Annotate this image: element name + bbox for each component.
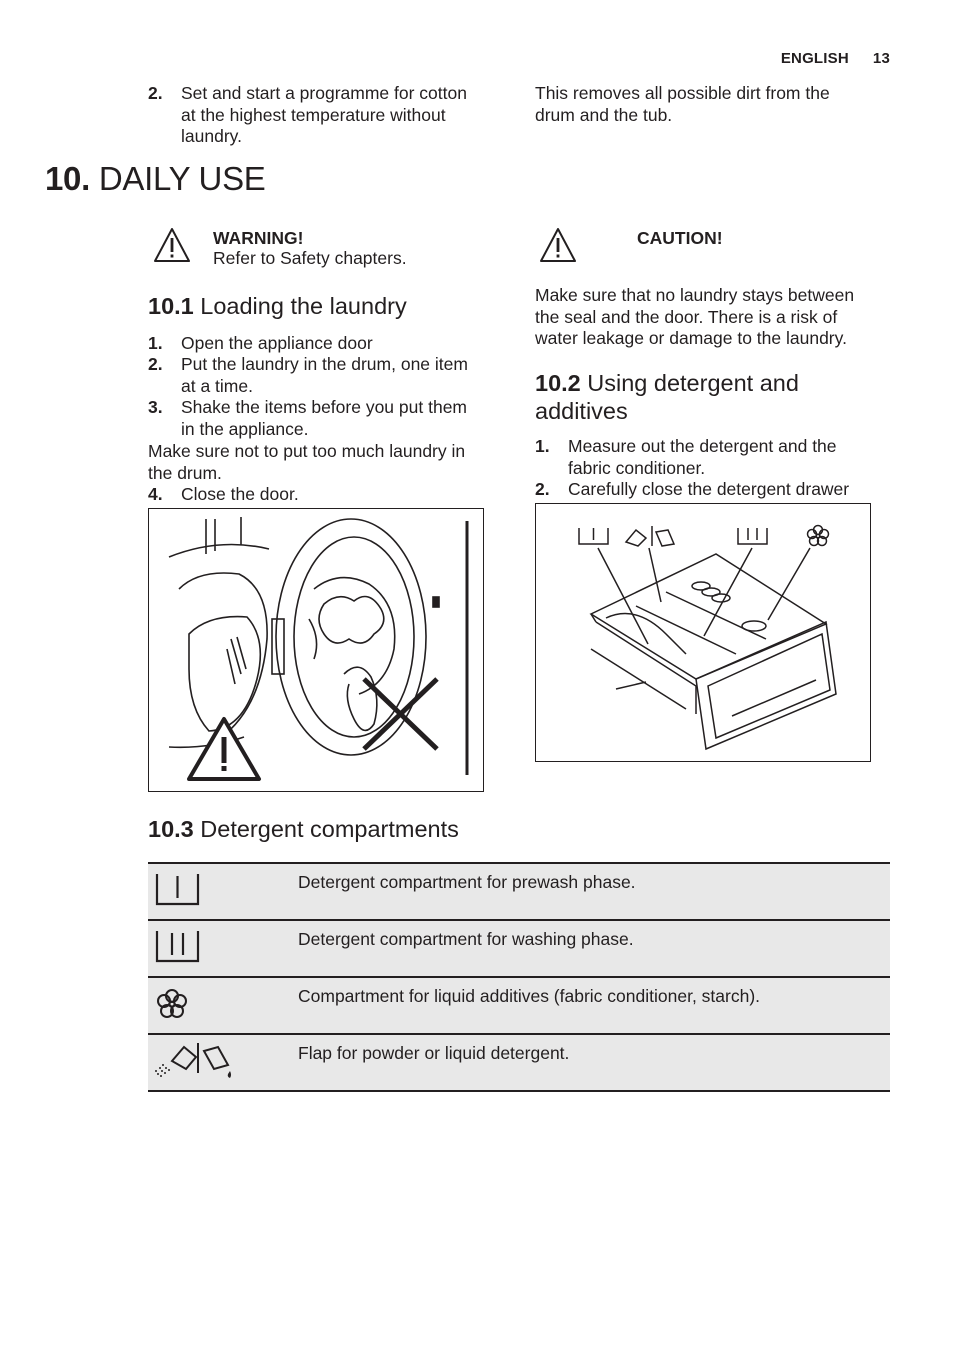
caution-line: Make sure that no laundry stays between	[535, 285, 855, 305]
section-heading-detergent	[535, 369, 895, 425]
chapter-number: 10.	[45, 160, 90, 197]
step-number: 2.	[148, 354, 163, 374]
description-cell: Detergent compartment for prewash phase.	[298, 863, 890, 920]
intro-right-text	[535, 83, 895, 126]
caution-text	[535, 285, 895, 350]
section-title: additives	[535, 398, 628, 424]
drawer-drawing	[536, 504, 870, 761]
intro-line: laundry.	[181, 126, 242, 146]
step-text: Shake the items before you put them	[181, 397, 467, 417]
step-number: 2.	[148, 83, 163, 103]
caution-triangle-icon	[538, 226, 578, 266]
step-number: 1.	[148, 333, 163, 353]
description-cell: Compartment for liquid additives (fabric conditioner, starch).	[298, 977, 890, 1034]
section-title: Loading the laundry	[200, 293, 407, 319]
table-row	[148, 1034, 890, 1091]
icon-cell	[148, 863, 298, 920]
section-number: 10.2	[535, 370, 581, 396]
step-number: 4.	[148, 484, 163, 504]
step-text: fabric conditioner.	[568, 457, 706, 478]
caution-line: the seal and the door. There is a risk of	[535, 306, 838, 327]
page-number: 13	[872, 50, 890, 67]
intro-line: Set and start a programme for cotton	[181, 83, 467, 103]
chapter-title-text: DAILY USE	[98, 160, 266, 197]
prewash-compartment-icon	[154, 870, 214, 914]
section-heading-compartments	[148, 815, 459, 843]
overloaded-drum-drawing	[149, 509, 483, 791]
section-number: 10.1	[148, 293, 194, 319]
icon-cell	[148, 977, 298, 1034]
note-line: Make sure not to put too much laundry in	[148, 441, 466, 461]
table-row	[148, 920, 890, 977]
warning-triangle-icon	[152, 226, 192, 266]
caution-line: water leakage or damage to the laundry.	[535, 328, 847, 348]
intro-right-line: drum and the tub.	[535, 104, 673, 125]
language-label: ENGLISH	[780, 50, 849, 67]
loading-note	[148, 441, 508, 484]
description-cell: Flap for powder or liquid detergent.	[298, 1034, 890, 1091]
wash-compartment-icon	[154, 927, 214, 971]
section-number: 10.3	[148, 816, 194, 842]
step-text: Close the door.	[181, 484, 299, 504]
step-text: at a time.	[181, 375, 253, 396]
chapter-title	[45, 160, 266, 198]
warning-triangle-icon	[189, 719, 259, 779]
warning-title: WARNING!	[213, 228, 304, 248]
powder-liquid-flap-icon	[152, 1041, 252, 1085]
step-number: 1.	[535, 436, 550, 456]
compartments-table	[148, 862, 890, 1092]
step-text: Put the laundry in the drum, one item	[181, 354, 468, 374]
detergent-drawer-illustration	[535, 503, 871, 762]
table-row	[148, 977, 890, 1034]
washing-machine-illustration	[148, 508, 484, 792]
note-line: the drum.	[148, 462, 222, 483]
section-heading-loading	[148, 292, 407, 320]
step-number: 2.	[535, 479, 550, 499]
icon-cell	[148, 1034, 298, 1091]
step-text: in the appliance.	[181, 418, 309, 439]
section-title: Using detergent and	[587, 370, 799, 396]
step-text: Open the appliance door	[181, 333, 373, 353]
table-row	[148, 863, 890, 920]
step-text: Measure out the detergent and the	[568, 436, 837, 456]
icon-cell	[148, 920, 298, 977]
flower-additive-icon	[154, 984, 214, 1028]
intro-right-line: This removes all possible dirt from the	[535, 83, 830, 103]
description-cell: Detergent compartment for washing phase.	[298, 920, 890, 977]
step-text: Carefully close the detergent drawer	[568, 479, 850, 499]
caution-title: CAUTION!	[637, 228, 723, 248]
section-title: Detergent compartments	[200, 816, 459, 842]
warning-text: Refer to Safety chapters.	[213, 248, 407, 268]
page-header	[781, 50, 890, 67]
intro-line: at the highest temperature without	[181, 104, 446, 125]
step-number: 3.	[148, 397, 163, 417]
